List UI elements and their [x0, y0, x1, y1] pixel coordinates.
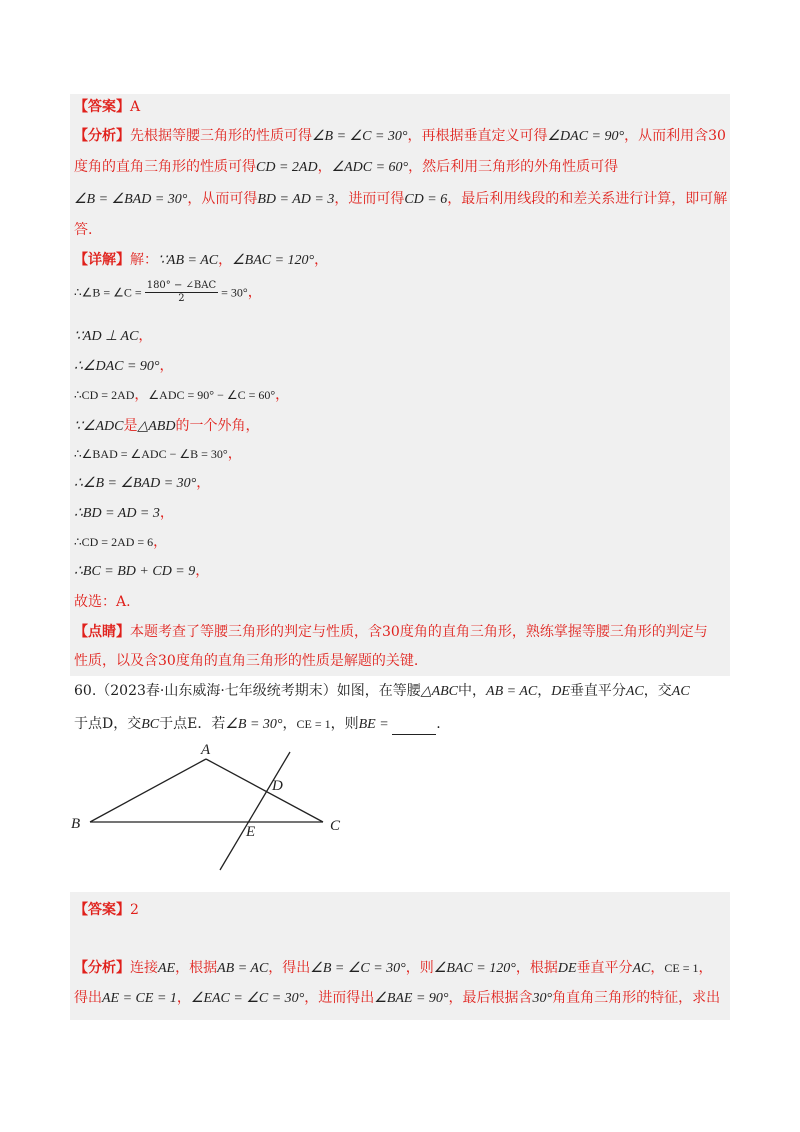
detail-59-line-12: 故选：A.: [74, 594, 131, 610]
segment-ab: [90, 759, 206, 822]
detail-59-line-10: ∴CD = 2AD = 6，: [74, 534, 168, 550]
detail-59-line-2: ∴∠B = ∠C = $\frac{\text{180° − ∠BAC}}{2}$ = 30°，: [74, 280, 262, 304]
label-c: C: [330, 818, 341, 834]
segment-ac: [206, 759, 323, 822]
analysis-59-line-1: 【分析】先根据等腰三角形的性质可得∠B = ∠C = 30°，再根据垂直定义可得∠DAC = 90°，从而利用含30: [74, 128, 726, 144]
comment-59-line-2: 性质，以及含30度角的直角三角形的性质是解题的关键.: [74, 653, 419, 669]
answer-59: 【答案】A: [74, 99, 141, 115]
analysis-59-line-4: 答.: [74, 222, 93, 238]
detail-59-line-11: ∴BC = BD + CD = 9，: [74, 563, 210, 579]
answer-blank: [392, 720, 436, 735]
analysis-60-line-1: 【分析】连接AE，根据AB = AC，得出∠B = ∠C = 30°，则∠BAC = 120°，根据DE垂直平分AC，CE = 1，: [74, 960, 713, 976]
answer-60: 【答案】2: [74, 902, 139, 918]
detail-59-line-5: ∴CD = 2AD，∠ADC = 90° − ∠C = 60°，: [74, 387, 290, 403]
analysis-59-line-3: ∠B = ∠BAD = 30°，从而可得BD = AD = 3，进而可得CD = 6，最后利用线段的和差关系进行计算，即可解: [74, 191, 728, 207]
detail-59-line-6: ∵∠ADC是△ABD的一个外角，: [74, 418, 260, 434]
question-60-line-1: 60.（2023春·山东威海·七年级统考期末）如图，在等腰△ABC中，AB = AC，DE垂直平分AC，交AC: [74, 683, 690, 699]
fraction: $\frac{\text{180° − ∠BAC}}{2}$: [146, 280, 217, 304]
analysis-60-line-2: 得出AE = CE = 1，∠EAC = ∠C = 30°，进而得出∠BAE = 90°，最后根据含30°角直角三角形的特征，求出: [74, 990, 721, 1006]
label-e: E: [246, 824, 256, 840]
label-d: D: [272, 778, 283, 794]
triangle-figure: [66, 738, 366, 878]
label-b: B: [71, 816, 81, 832]
detail-59-line-4: ∴∠DAC = 90°，: [74, 358, 174, 374]
detail-59-line-1: 【详解】解：∵AB = AC，∠BAC = 120°，: [74, 252, 329, 268]
comment-59-line-1: 【点睛】本题考查了等腰三角形的判定与性质，含30度角的直角三角形，熟练掌握等腰三角形的判定与: [74, 624, 708, 640]
detail-59-line-7: ∴∠BAD = ∠ADC − ∠B = 30°，: [74, 446, 242, 462]
detail-59-line-9: ∴BD = AD = 3，: [74, 505, 174, 521]
detail-59-line-3: ∵AD ⊥ AC，: [74, 328, 153, 344]
label-a: A: [201, 742, 211, 758]
line-de: [220, 752, 290, 870]
analysis-59-line-2: 度角的直角三角形的性质可得CD = 2AD，∠ADC = 60°，然后利用三角形的外角性质可得: [74, 159, 619, 175]
question-60-line-2: 于点D，交BC于点E．若∠B = 30°，CE = 1，则BE = .: [74, 714, 441, 735]
detail-59-line-8: ∴∠B = ∠BAD = 30°，: [74, 475, 211, 491]
